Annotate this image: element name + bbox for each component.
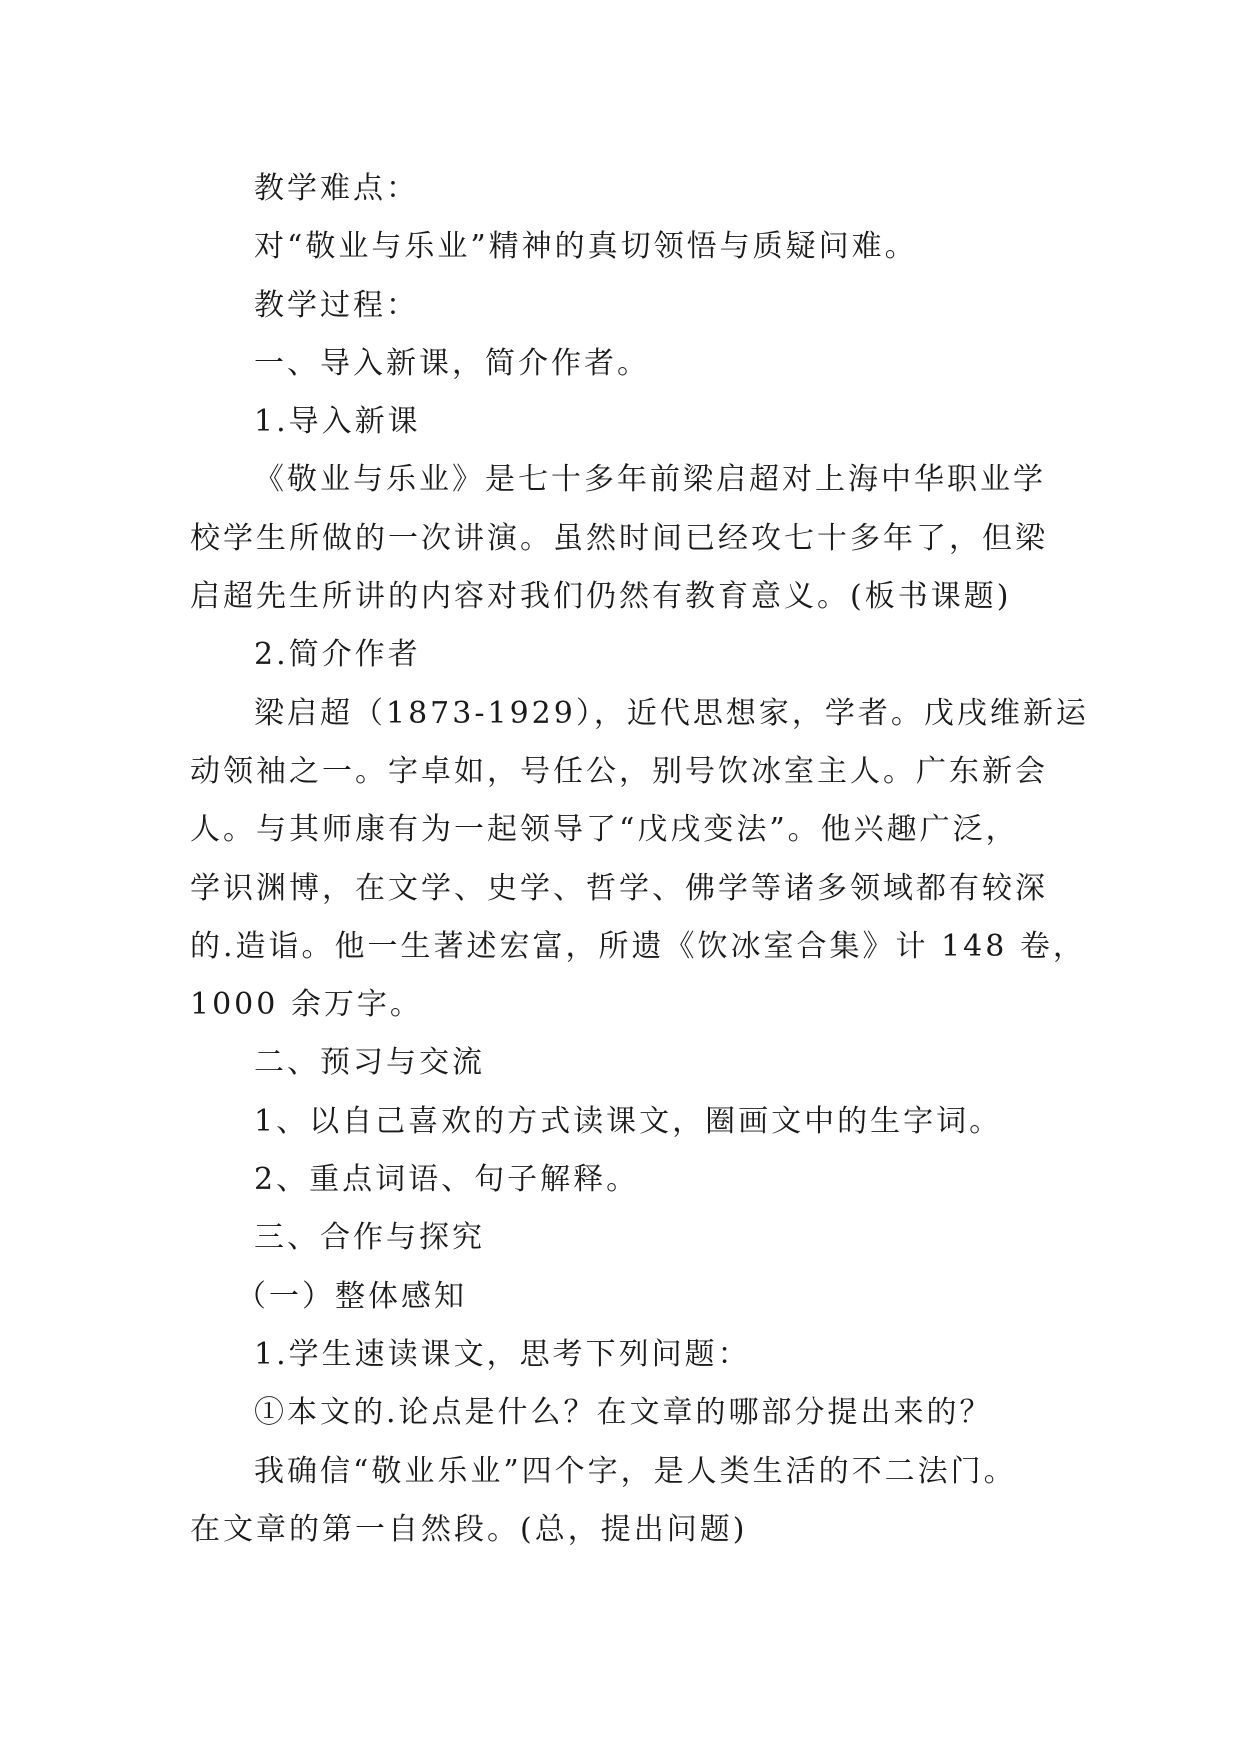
document-body (190, 160, 1089, 1559)
text-line: 《敬业与乐业》是七十多年前梁启超对上海中华职业学 (254, 462, 1046, 498)
text-line: 2.简介作者 (254, 637, 421, 673)
text-line: 动领袖之一。字卓如，号任公，别号饮冰室主人。广东新会 (190, 753, 1048, 789)
text-line: 1.学生速读课文，思考下列问题： (254, 1336, 751, 1372)
text-line: 校学生所做的一次讲演。虽然时间已经攻七十多年了，但梁 (190, 520, 1048, 556)
text-line: 教学过程： (254, 287, 419, 323)
text-line: 1.导入新课 (254, 404, 421, 440)
text-line: 教学难点： (254, 171, 419, 206)
text-line: 一、导入新课，简介作者。 (254, 345, 650, 381)
text-line: 我确信“敬业乐业”四个字，是人类生活的不二法门。 (254, 1453, 1017, 1489)
text-line: 学识渊博，在文学、史学、哲学、佛学等诸多领域都有较深 (190, 870, 1048, 906)
text-line: ①本文的.论点是什么？在文章的哪部分提出来的？ (254, 1395, 993, 1431)
text-line: 的.造诣。他一生著述宏富，所遗《饮冰室合集》计 148 卷， (190, 928, 1086, 964)
text-line: 三、合作与探究 (254, 1220, 485, 1256)
text-line: 对“敬业与乐业”精神的真切领悟与质疑问难。 (254, 229, 918, 265)
text-line: 启超先生所讲的内容对我们仍然有教育意义。(板书课题) (190, 579, 1012, 615)
text-line: 人。与其师康有为一起领导了“戊戌变法”。他兴趣广泛， (190, 812, 1019, 848)
text-line: 1、以自己喜欢的方式读课文，圈画文中的生字词。 (254, 1103, 1003, 1139)
text-line: 在文章的第一自然段。(总，提出问题) (190, 1511, 748, 1547)
text-line: （一）整体感知 (236, 1278, 467, 1314)
text-line: 1000 余万字。 (190, 987, 423, 1023)
text-line: 二、预习与交流 (254, 1045, 485, 1081)
text-line: 梁启超（1873-1929），近代思想家，学者。戊戌维新运 (254, 695, 1089, 731)
text-line: 2、重点词语、句子解释。 (254, 1162, 640, 1198)
